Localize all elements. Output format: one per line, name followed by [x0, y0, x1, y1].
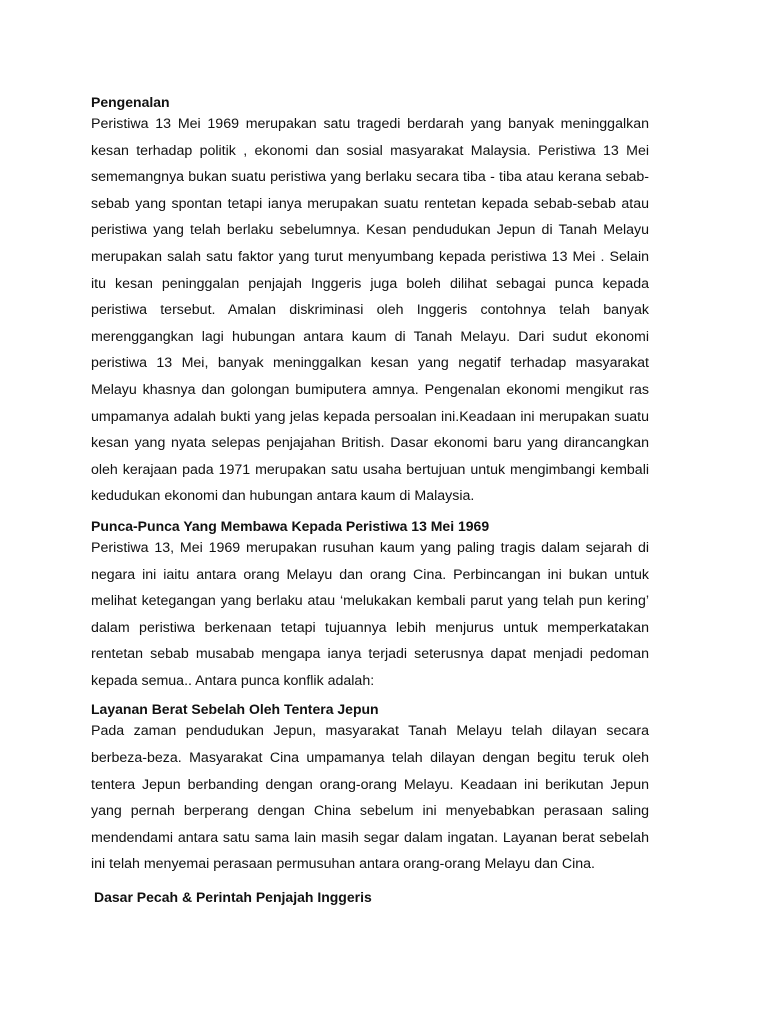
heading-punca-punca: Punca-Punca Yang Membawa Kepada Peristiwa 13 Mei 1969 — [91, 517, 490, 534]
heading-dasar-pecah-perintah: Dasar Pecah & Perintah Penjajah Inggeris — [94, 889, 372, 906]
heading-layanan-berat-sebelah: Layanan Berat Sebelah Oleh Tentera Jepun — [91, 701, 379, 718]
paragraph-layanan-berat-sebelah: Pada zaman pendudukan Jepun, masyarakat Tanah Melayu telah dilayan secara berbeza-beza. Masyarakat Cina umpamanya telah dilayan dengan begitu teruk oleh tentera Jepun berbanding dengan orang-orang Melayu. Keadaan ini berikutan Jepun yang pernah berperang dengan China sebelum ini menyebabkan perasaan saling mendendami antara satu sama lain masih segar dalam ingatan. Layanan berat sebelah ini telah menyemai perasaan permusuhan antara orang-orang Melayu dan Cina. — [91, 723, 649, 873]
paragraph-pengenalan: Peristiwa 13 Mei 1969 merupakan satu tragedi berdarah yang banyak meninggalkan kesan terhadap politik , ekonomi dan sosial masyarakat Malaysia. Peristiwa 13 Mei sememangnya bukan suatu peristiwa yang berlaku secara tiba - tiba atau kerana sebab-sebab yang spontan tetapi ianya merupakan suatu rentetan kepada sebab-sebab atau peristiwa yang telah berlaku sebelumnya. Kesan pendudukan Jepun di Tanah Melayu merupakan salah satu faktor yang turut menyumbang kepada peristiwa 13 Mei . Selain itu kesan peninggalan penjajah Inggeris juga boleh dilihat sebagai punca kepada peristiwa tersebut. Amalan diskriminasi oleh Inggeris contohnya telah banyak merenggangkan lagi hubungan antara kaum di Tanah Melayu. Dari sudut ekonomi peristiwa 13 Mei, banyak meninggalkan kesan yang negatif terhadap masyarakat Melayu khasnya dan golongan bumiputera amnya. Pengenalan ekonomi mengikut ras umpamanya adalah bukti yang jelas kepada persoalan ini.Keadaan ini merupakan suatu kesan yang nyata selepas penjajahan British. Dasar ekonomi baru yang dirancangkan oleh kerajaan pada 1971 merupakan satu usaha bertujuan untuk mengimbangi kembali kedudukan ekonomi dan hubungan antara kaum di Malaysia. — [91, 116, 649, 505]
paragraph-punca-punca: Peristiwa 13, Mei 1969 merupakan rusuhan kaum yang paling tragis dalam sejarah di negara ini iaitu antara orang Melayu dan orang Cina. Perbincangan ini bukan untuk melihat ketegangan yang berlaku atau ‘melukakan kembali parut yang telah pun kering’ dalam peristiwa berkenaan tetapi tujuannya lebih menjurus untuk memperkatakan rentetan sebab musabab mengapa ianya terjadi seterusnya dapat menjadi pedoman kepada semua.. Antara punca konflik adalah: — [91, 539, 649, 689]
document-page — [91, 93, 649, 906]
heading-pengenalan: Pengenalan — [91, 94, 170, 110]
